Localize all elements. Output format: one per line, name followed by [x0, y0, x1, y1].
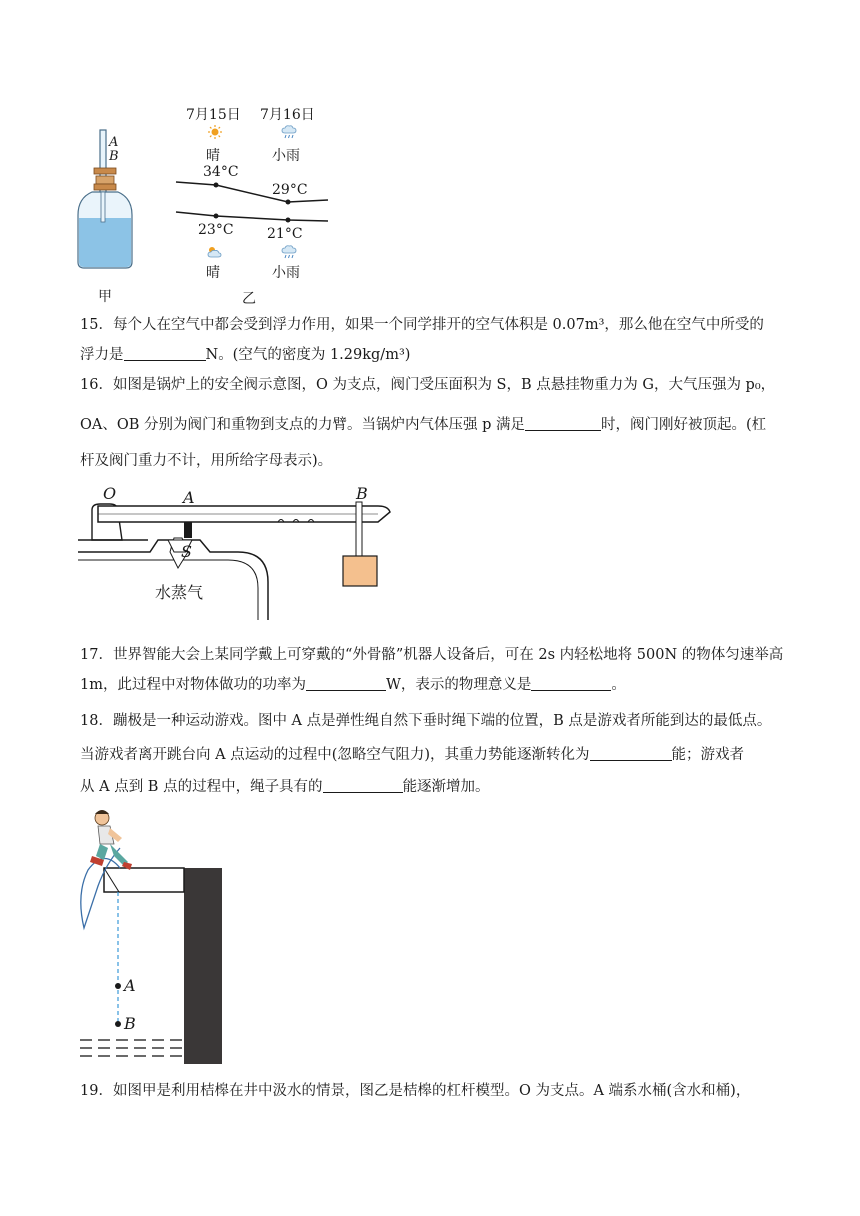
- cloudy-sun-icon: [206, 244, 222, 258]
- sun-icon: [208, 124, 222, 138]
- figure-safety-valve: [78, 488, 398, 623]
- temperature-lines: [170, 175, 335, 225]
- q17-text-c: 。: [611, 677, 626, 693]
- valve-label-a: A: [183, 488, 195, 507]
- question-18-line-2: [80, 740, 785, 770]
- valve-label-steam: 水蒸气: [155, 583, 204, 602]
- question-18-line-3: [80, 772, 785, 802]
- label-jia: 甲: [98, 289, 112, 305]
- q15-text-b: N。(空气的密度为 1.29kg/m³): [205, 347, 411, 363]
- valve-label-b: B: [356, 484, 368, 503]
- low-temp-2: 21°C: [267, 226, 303, 242]
- q17-text-b: W，表示的物理意义是: [385, 677, 532, 693]
- figure-bungee: [74, 804, 234, 1066]
- q18-text-a: 当游戏者离开跳台向 A 点运动的过程中(忽略空气阻力)，其重力势能逐渐转化为: [80, 747, 590, 763]
- bungee-label-b: B: [124, 1014, 136, 1033]
- q17-text-a: 1m，此过程中对物体做功的功率为: [80, 677, 306, 693]
- q16-text-b: 时，阀门刚好被顶起。(杠: [601, 417, 767, 433]
- question-17-line-1: 17．世界智能大会上某同学戴上可穿戴的“外骨骼”机器人设备后，可在 2s 内轻松地将 500N 的物体匀速举高: [80, 647, 784, 663]
- label-b-thermometer: B: [109, 149, 119, 164]
- q15-answer-blank[interactable]: [124, 344, 206, 361]
- question-15-line-1: 15．每个人在空气中都会受到浮力作用，如果一个同学排开的空气体积是 0.07m³，那么他在空气中所受的: [80, 317, 764, 333]
- weather-top-2: 小雨: [272, 148, 300, 164]
- valve-label-s: S: [181, 542, 192, 561]
- q18-energy-blank-1[interactable]: [590, 744, 672, 761]
- q16-text-a: OA、OB 分别为阀门和重物到支点的力臂。当锅炉内气体压强 p 满足: [80, 417, 526, 433]
- question-16-line-2: [80, 410, 785, 440]
- label-yi: 乙: [242, 291, 256, 307]
- weather-top-1: 晴: [206, 148, 220, 164]
- low-temp-1: 23°C: [198, 222, 234, 238]
- question-18-line-1: 18．蹦极是一种运动游戏。图中 A 点是弹性绳自然下垂时绳下端的位置，B 点是游戏者所能到达的最低点。: [80, 713, 772, 729]
- q17-power-blank[interactable]: [306, 674, 386, 691]
- question-19-line-1: 19．如图甲是利用桔槔在井中汲水的情景，图乙是桔槔的杠杆模型。O 为支点。A 端系水桶(含水和桶)，: [80, 1083, 751, 1099]
- q17-meaning-blank[interactable]: [531, 674, 611, 691]
- date-1: 7月15日: [186, 107, 241, 123]
- q16-answer-blank[interactable]: [525, 414, 601, 431]
- q18-energy-blank-2[interactable]: [323, 776, 403, 793]
- rain-cloud-icon-2: [281, 244, 297, 258]
- q18-text-c: 从 A 点到 B 点的过程中，绳子具有的: [80, 779, 323, 795]
- bungee-label-a: A: [124, 976, 136, 995]
- figure-thermometer-bottle: [70, 120, 140, 300]
- weather-bottom-1: 晴: [206, 265, 220, 281]
- question-16-line-3: 杆及阀门重力不计，用所给字母表示)。: [80, 453, 333, 469]
- q15-text-a: 浮力是: [80, 347, 124, 363]
- high-temp-1: 34°C: [203, 164, 239, 180]
- weather-bottom-2: 小雨: [272, 265, 300, 281]
- question-17-line-2: [80, 670, 785, 700]
- valve-label-o: O: [103, 484, 117, 503]
- question-15-line-2: [80, 340, 785, 370]
- date-2: 7月16日: [260, 107, 315, 123]
- q18-text-d: 能逐渐增加。: [402, 779, 490, 795]
- question-16-line-1: 16．如图是锅炉上的安全阀示意图，O 为支点，阀门受压面积为 S，B 点悬挂物重力为 G，大气压强为 p₀，: [80, 377, 776, 393]
- q18-text-b: 能；游戏者: [671, 747, 745, 763]
- high-temp-2: 29°C: [272, 182, 308, 198]
- rain-cloud-icon: [281, 124, 297, 138]
- label-a-thermometer: A: [109, 135, 119, 150]
